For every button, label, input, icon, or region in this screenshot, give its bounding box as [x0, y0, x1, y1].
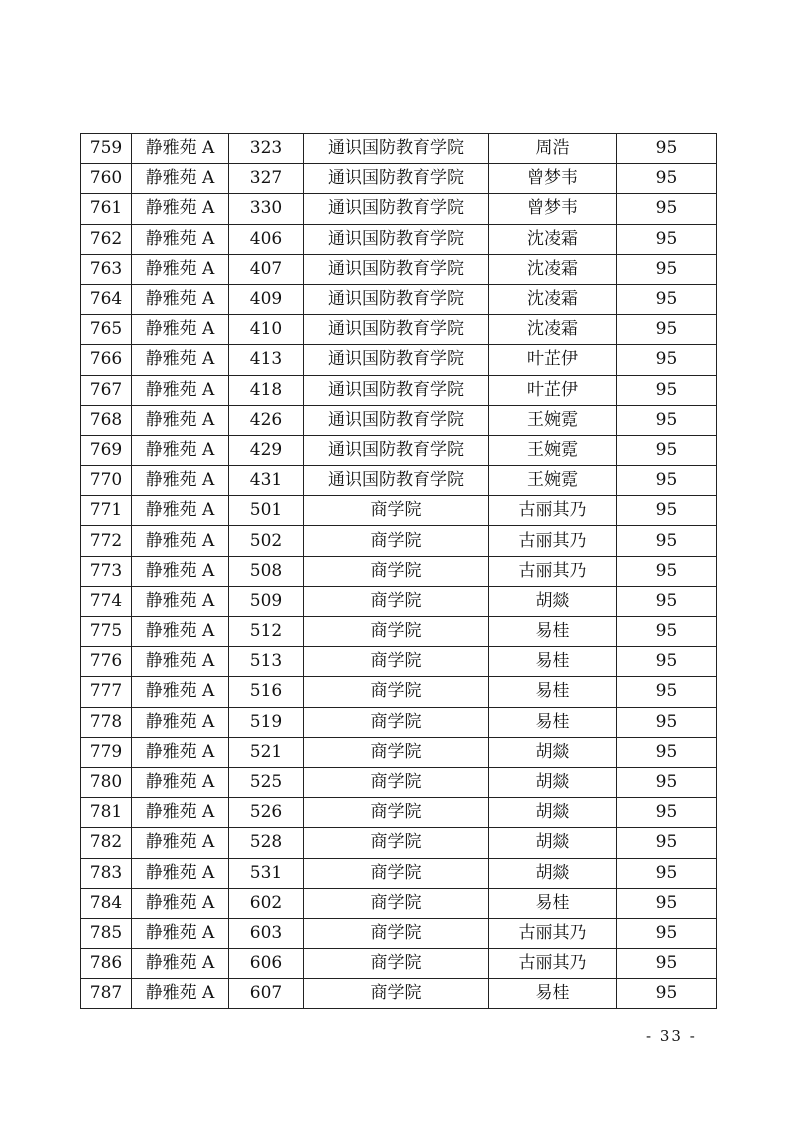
responsible-person-cell: 古丽其乃: [489, 918, 617, 948]
table-row: [81, 254, 717, 284]
building-cell: 静雅苑 A: [132, 949, 229, 979]
room-number-cell: 429: [229, 435, 304, 465]
building-cell: 静雅苑 A: [132, 194, 229, 224]
college-cell: 通识国防教育学院: [304, 405, 489, 435]
room-number-cell: 602: [229, 888, 304, 918]
responsible-person-cell: 王婉霓: [489, 466, 617, 496]
row-number-cell: 780: [81, 767, 132, 797]
score-cell: 95: [617, 466, 717, 496]
responsible-person-cell: 胡燚: [489, 767, 617, 797]
responsible-person-cell: 沈凌霜: [489, 284, 617, 314]
room-number-cell: 330: [229, 194, 304, 224]
room-number-cell: 525: [229, 767, 304, 797]
responsible-person-cell: 沈凌霜: [489, 315, 617, 345]
row-number-cell: 779: [81, 737, 132, 767]
room-number-cell: 512: [229, 617, 304, 647]
table-row: [81, 526, 717, 556]
room-number-cell: 508: [229, 556, 304, 586]
row-number-cell: 769: [81, 435, 132, 465]
responsible-person-cell: 古丽其乃: [489, 526, 617, 556]
responsible-person-cell: 易桂: [489, 617, 617, 647]
college-cell: 商学院: [304, 496, 489, 526]
college-cell: 商学院: [304, 858, 489, 888]
page-number: - 33 -: [646, 1027, 697, 1045]
score-cell: 95: [617, 737, 717, 767]
table-row: [81, 194, 717, 224]
row-number-cell: 784: [81, 888, 132, 918]
room-number-cell: 531: [229, 858, 304, 888]
table-row: [81, 677, 717, 707]
table-row: [81, 586, 717, 616]
row-number-cell: 771: [81, 496, 132, 526]
responsible-person-cell: 叶芷伊: [489, 375, 617, 405]
row-number-cell: 776: [81, 647, 132, 677]
building-cell: 静雅苑 A: [132, 375, 229, 405]
room-number-cell: 409: [229, 284, 304, 314]
score-cell: 95: [617, 918, 717, 948]
row-number-cell: 777: [81, 677, 132, 707]
building-cell: 静雅苑 A: [132, 466, 229, 496]
row-number-cell: 786: [81, 949, 132, 979]
dorm-inspection-table: [80, 133, 717, 1009]
building-cell: 静雅苑 A: [132, 526, 229, 556]
college-cell: 商学院: [304, 526, 489, 556]
table-row: [81, 134, 717, 164]
row-number-cell: 773: [81, 556, 132, 586]
score-cell: 95: [617, 254, 717, 284]
room-number-cell: 603: [229, 918, 304, 948]
college-cell: 通识国防教育学院: [304, 164, 489, 194]
table-row: [81, 767, 717, 797]
row-number-cell: 783: [81, 858, 132, 888]
table-row: [81, 284, 717, 314]
building-cell: 静雅苑 A: [132, 737, 229, 767]
college-cell: 商学院: [304, 737, 489, 767]
table-row: [81, 617, 717, 647]
room-number-cell: 406: [229, 224, 304, 254]
table-row: [81, 164, 717, 194]
building-cell: 静雅苑 A: [132, 315, 229, 345]
responsible-person-cell: 古丽其乃: [489, 496, 617, 526]
building-cell: 静雅苑 A: [132, 677, 229, 707]
college-cell: 通识国防教育学院: [304, 254, 489, 284]
room-number-cell: 521: [229, 737, 304, 767]
building-cell: 静雅苑 A: [132, 647, 229, 677]
score-cell: 95: [617, 798, 717, 828]
row-number-cell: 765: [81, 315, 132, 345]
responsible-person-cell: 王婉霓: [489, 435, 617, 465]
score-cell: 95: [617, 224, 717, 254]
score-cell: 95: [617, 375, 717, 405]
college-cell: 商学院: [304, 798, 489, 828]
building-cell: 静雅苑 A: [132, 707, 229, 737]
college-cell: 通识国防教育学院: [304, 435, 489, 465]
college-cell: 商学院: [304, 918, 489, 948]
row-number-cell: 767: [81, 375, 132, 405]
row-number-cell: 782: [81, 828, 132, 858]
table-row: [81, 405, 717, 435]
score-cell: 95: [617, 979, 717, 1009]
table-row: [81, 496, 717, 526]
college-cell: 商学院: [304, 617, 489, 647]
building-cell: 静雅苑 A: [132, 617, 229, 647]
room-number-cell: 513: [229, 647, 304, 677]
room-number-cell: 502: [229, 526, 304, 556]
score-cell: 95: [617, 677, 717, 707]
score-cell: 95: [617, 647, 717, 677]
score-cell: 95: [617, 134, 717, 164]
score-cell: 95: [617, 345, 717, 375]
responsible-person-cell: 胡燚: [489, 586, 617, 616]
table-row: [81, 556, 717, 586]
college-cell: 通识国防教育学院: [304, 134, 489, 164]
score-cell: 95: [617, 164, 717, 194]
row-number-cell: 770: [81, 466, 132, 496]
room-number-cell: 410: [229, 315, 304, 345]
score-cell: 95: [617, 496, 717, 526]
room-number-cell: 526: [229, 798, 304, 828]
college-cell: 商学院: [304, 949, 489, 979]
room-number-cell: 407: [229, 254, 304, 284]
responsible-person-cell: 古丽其乃: [489, 949, 617, 979]
score-cell: 95: [617, 858, 717, 888]
room-number-cell: 418: [229, 375, 304, 405]
row-number-cell: 762: [81, 224, 132, 254]
building-cell: 静雅苑 A: [132, 828, 229, 858]
score-cell: 95: [617, 435, 717, 465]
building-cell: 静雅苑 A: [132, 254, 229, 284]
building-cell: 静雅苑 A: [132, 979, 229, 1009]
score-cell: 95: [617, 405, 717, 435]
room-number-cell: 516: [229, 677, 304, 707]
building-cell: 静雅苑 A: [132, 767, 229, 797]
table-row: [81, 315, 717, 345]
responsible-person-cell: 易桂: [489, 677, 617, 707]
room-number-cell: 606: [229, 949, 304, 979]
building-cell: 静雅苑 A: [132, 586, 229, 616]
building-cell: 静雅苑 A: [132, 284, 229, 314]
college-cell: 商学院: [304, 707, 489, 737]
score-cell: 95: [617, 888, 717, 918]
table-row: [81, 647, 717, 677]
college-cell: 商学院: [304, 647, 489, 677]
room-number-cell: 413: [229, 345, 304, 375]
college-cell: 通识国防教育学院: [304, 466, 489, 496]
room-number-cell: 519: [229, 707, 304, 737]
responsible-person-cell: 曾梦韦: [489, 194, 617, 224]
table-row: [81, 979, 717, 1009]
score-cell: 95: [617, 767, 717, 797]
room-number-cell: 528: [229, 828, 304, 858]
college-cell: 商学院: [304, 767, 489, 797]
table-row: [81, 858, 717, 888]
responsible-person-cell: 沈凌霜: [489, 224, 617, 254]
row-number-cell: 781: [81, 798, 132, 828]
responsible-person-cell: 易桂: [489, 888, 617, 918]
college-cell: 商学院: [304, 556, 489, 586]
row-number-cell: 763: [81, 254, 132, 284]
table-row: [81, 888, 717, 918]
score-cell: 95: [617, 586, 717, 616]
college-cell: 商学院: [304, 979, 489, 1009]
building-cell: 静雅苑 A: [132, 496, 229, 526]
building-cell: 静雅苑 A: [132, 918, 229, 948]
responsible-person-cell: 胡燚: [489, 828, 617, 858]
score-cell: 95: [617, 828, 717, 858]
room-number-cell: 607: [229, 979, 304, 1009]
table-row: [81, 375, 717, 405]
table-row: [81, 918, 717, 948]
room-number-cell: 431: [229, 466, 304, 496]
score-cell: 95: [617, 526, 717, 556]
college-cell: 通识国防教育学院: [304, 224, 489, 254]
room-number-cell: 323: [229, 134, 304, 164]
responsible-person-cell: 沈凌霜: [489, 254, 617, 284]
responsible-person-cell: 胡燚: [489, 858, 617, 888]
college-cell: 商学院: [304, 828, 489, 858]
row-number-cell: 785: [81, 918, 132, 948]
table-body: [81, 134, 717, 1009]
responsible-person-cell: 周浩: [489, 134, 617, 164]
score-cell: 95: [617, 284, 717, 314]
building-cell: 静雅苑 A: [132, 164, 229, 194]
building-cell: 静雅苑 A: [132, 435, 229, 465]
score-cell: 95: [617, 707, 717, 737]
building-cell: 静雅苑 A: [132, 798, 229, 828]
college-cell: 通识国防教育学院: [304, 345, 489, 375]
table-row: [81, 435, 717, 465]
row-number-cell: 772: [81, 526, 132, 556]
college-cell: 商学院: [304, 677, 489, 707]
row-number-cell: 778: [81, 707, 132, 737]
row-number-cell: 787: [81, 979, 132, 1009]
building-cell: 静雅苑 A: [132, 556, 229, 586]
table-row: [81, 224, 717, 254]
row-number-cell: 774: [81, 586, 132, 616]
college-cell: 商学院: [304, 888, 489, 918]
table-row: [81, 828, 717, 858]
responsible-person-cell: 古丽其乃: [489, 556, 617, 586]
responsible-person-cell: 易桂: [489, 647, 617, 677]
responsible-person-cell: 易桂: [489, 707, 617, 737]
college-cell: 通识国防教育学院: [304, 284, 489, 314]
room-number-cell: 327: [229, 164, 304, 194]
building-cell: 静雅苑 A: [132, 345, 229, 375]
row-number-cell: 760: [81, 164, 132, 194]
college-cell: 通识国防教育学院: [304, 194, 489, 224]
room-number-cell: 426: [229, 405, 304, 435]
score-cell: 95: [617, 617, 717, 647]
score-cell: 95: [617, 949, 717, 979]
responsible-person-cell: 王婉霓: [489, 405, 617, 435]
room-number-cell: 501: [229, 496, 304, 526]
building-cell: 静雅苑 A: [132, 224, 229, 254]
building-cell: 静雅苑 A: [132, 858, 229, 888]
table-row: [81, 949, 717, 979]
table-row: [81, 798, 717, 828]
score-cell: 95: [617, 556, 717, 586]
college-cell: 通识国防教育学院: [304, 375, 489, 405]
table-row: [81, 466, 717, 496]
building-cell: 静雅苑 A: [132, 888, 229, 918]
score-cell: 95: [617, 315, 717, 345]
row-number-cell: 766: [81, 345, 132, 375]
score-cell: 95: [617, 194, 717, 224]
responsible-person-cell: 叶芷伊: [489, 345, 617, 375]
building-cell: 静雅苑 A: [132, 134, 229, 164]
college-cell: 商学院: [304, 586, 489, 616]
row-number-cell: 764: [81, 284, 132, 314]
college-cell: 通识国防教育学院: [304, 315, 489, 345]
table-row: [81, 737, 717, 767]
table-row: [81, 707, 717, 737]
row-number-cell: 761: [81, 194, 132, 224]
table-row: [81, 345, 717, 375]
row-number-cell: 768: [81, 405, 132, 435]
responsible-person-cell: 曾梦韦: [489, 164, 617, 194]
room-number-cell: 509: [229, 586, 304, 616]
row-number-cell: 759: [81, 134, 132, 164]
responsible-person-cell: 易桂: [489, 979, 617, 1009]
building-cell: 静雅苑 A: [132, 405, 229, 435]
row-number-cell: 775: [81, 617, 132, 647]
responsible-person-cell: 胡燚: [489, 798, 617, 828]
responsible-person-cell: 胡燚: [489, 737, 617, 767]
